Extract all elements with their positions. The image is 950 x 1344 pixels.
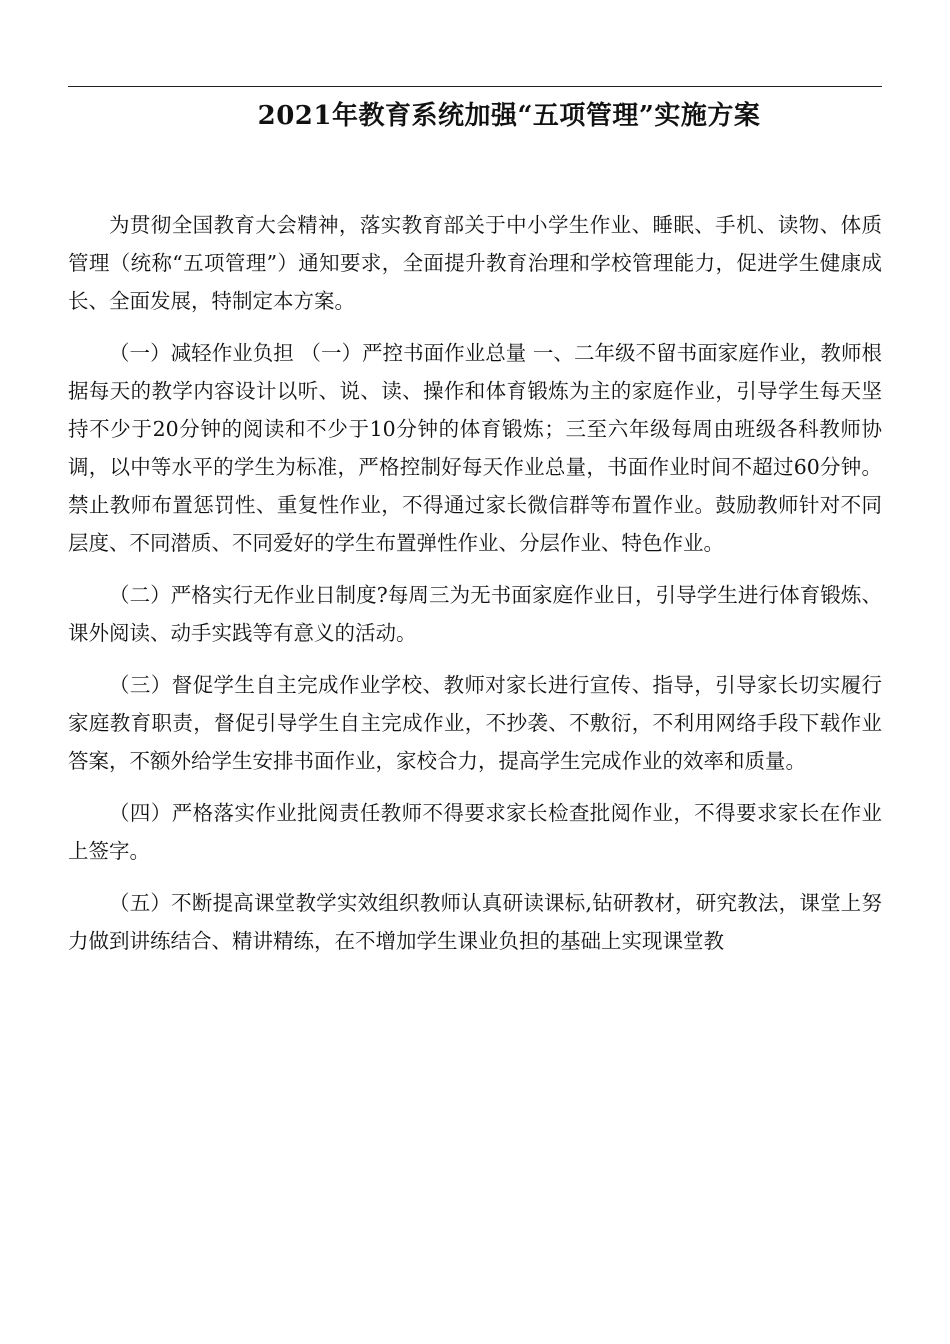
paragraph-section-1: （一）减轻作业负担 （一）严控书面作业总量 一、二年级不留书面家庭作业，教师根据每天的教学内容设计以听、说、读、操作和体育锻炼为主的家庭作业，引导学生每天坚持不少于20分钟的阅读和不少于10分钟的体育锻炼；三至六年级每周由班级各科教师协调，以中等水平的学生为标准，严格控制好每天作业总量，书面作业时间不超过60分钟。禁止教师布置惩罚性、重复性作业，不得通过家长微信群等布置作业。鼓励教师针对不同层度、不同潜质、不同爱好的学生布置弹性作业、分层作业、特色作业。 [68,341,882,555]
document-body [68,206,882,974]
paragraph-section-5: （五）不断提高课堂教学实效组织教师认真研读课标,钻研教材，研究教法，课堂上努力做到讲练结合、精讲精练，在不增加学生课业负担的基础上实现课堂教 [68,891,882,953]
paragraph-section-2: （二）严格实行无作业日制度?每周三为无书面家庭作业日，引导学生进行体育锻炼、课外阅读、动手实践等有意义的活动。 [68,583,882,645]
paragraph-intro: 为贯彻全国教育大会精神，落实教育部关于中小学生作业、睡眠、手机、读物、体质管理（统称“五项管理”）通知要求，全面提升教育治理和学校管理能力，促进学生健康成长、全面发展，特制定本方案。 [68,213,882,313]
header-rule [68,86,882,87]
paragraph-section-3: （三）督促学生自主完成作业学校、教师对家长进行宣传、指导，引导家长切实履行家庭教育职责，督促引导学生自主完成作业，不抄袭、不敷衍，不利用网络手段下载作业答案，不额外给学生安排书面作业，家校合力，提高学生完成作业的效率和质量。 [68,673,882,773]
document-title: 2021年教育系统加强“五项管理”实施方案 [257,101,761,131]
paragraph-section-4: （四）严格落实作业批阅责任教师不得要求家长检查批阅作业，不得要求家长在作业上签字。 [68,801,882,863]
